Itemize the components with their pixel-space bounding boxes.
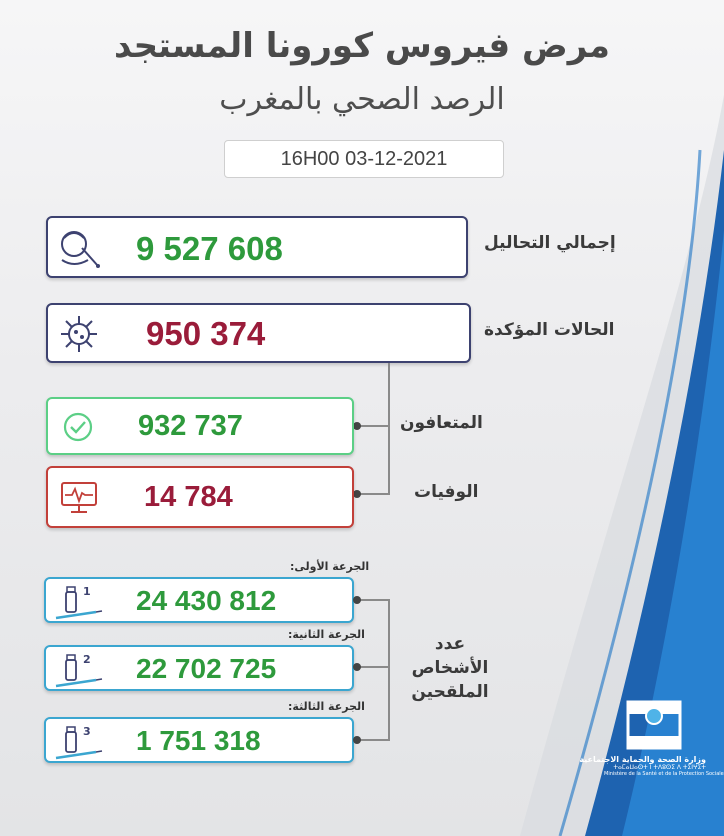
vaccine-vial-icon <box>54 722 104 762</box>
ministry-name-fr: Ministère de la Santé et de la Protection Sociale <box>604 771 724 777</box>
dose1-number: 1 <box>83 585 91 598</box>
connector-dot <box>353 422 361 430</box>
ministry-name-tifinagh: ⵜⴰⵎⴰⵡⴰⵙⵜ ⵏ ⵜⴷⵓⵙⵉ ⴷ ⵜⵉⵏⵖⵉⵜ <box>613 764 706 771</box>
dose2-value: 22 702 725 <box>136 653 277 684</box>
page-subtitle: الرصد الصحي بالمغرب <box>219 82 505 117</box>
heart-monitor-icon <box>60 481 98 515</box>
ministry-logo-icon <box>626 700 682 750</box>
dose2-number: 2 <box>83 653 91 666</box>
dose1-label: الجرعة الأولى: <box>290 560 370 573</box>
vaccinated-label-line: الملقحين <box>411 682 489 702</box>
dose1-card <box>44 577 354 623</box>
dose3-label: الجرعة الثالثة: <box>288 700 365 713</box>
deaths-card <box>46 466 354 528</box>
dose2-label: الجرعة الثانية: <box>288 628 365 641</box>
confirmed-label: الحالات المؤكدة <box>484 320 615 340</box>
connector-dot <box>353 596 361 604</box>
confirmed-value: 950 374 <box>146 315 266 352</box>
connector-dot <box>353 490 361 498</box>
dose3-number: 3 <box>83 725 91 738</box>
connector-line <box>360 739 390 741</box>
connector-line <box>360 599 390 601</box>
vaccine-vial-icon <box>54 650 104 690</box>
deaths-label: الوفيات <box>414 482 479 502</box>
vaccine-vial-icon <box>54 582 104 622</box>
connector-line <box>360 425 390 427</box>
dose3-value: 1 751 318 <box>136 725 261 756</box>
virus-icon <box>58 313 100 355</box>
vaccinated-label-line: الأشخاص <box>411 658 489 678</box>
check-circle-icon <box>62 411 94 443</box>
dose2-card <box>44 645 354 691</box>
connector-line <box>388 363 390 494</box>
vaccinated-label <box>390 632 510 704</box>
ministry-name-ar: وزارة الصحة والحماية الاجتماعية <box>579 755 706 764</box>
vaccinated-label-line: عدد <box>434 634 466 654</box>
page-title: مرض فيروس كورونا المستجد <box>114 26 610 66</box>
confirmed-card <box>46 303 471 363</box>
tests-value: 9 527 608 <box>136 230 283 267</box>
date-badge: 16H00 03-12-2021 <box>224 140 504 178</box>
deaths-value: 14 784 <box>144 481 233 513</box>
dose1-value: 24 430 812 <box>136 585 277 616</box>
tests-label: إجمالي التحاليل <box>484 233 616 253</box>
recovered-value: 932 737 <box>138 410 243 442</box>
dose3-card <box>44 717 354 763</box>
connector-line <box>360 493 390 495</box>
recovered-card <box>46 397 354 455</box>
recovered-label: المتعافون <box>400 413 483 433</box>
tests-card <box>46 216 468 278</box>
connector-line <box>360 666 390 668</box>
swab-test-icon <box>54 224 104 272</box>
connector-dot <box>353 736 361 744</box>
ministry-name <box>579 755 724 777</box>
connector-dot <box>353 663 361 671</box>
